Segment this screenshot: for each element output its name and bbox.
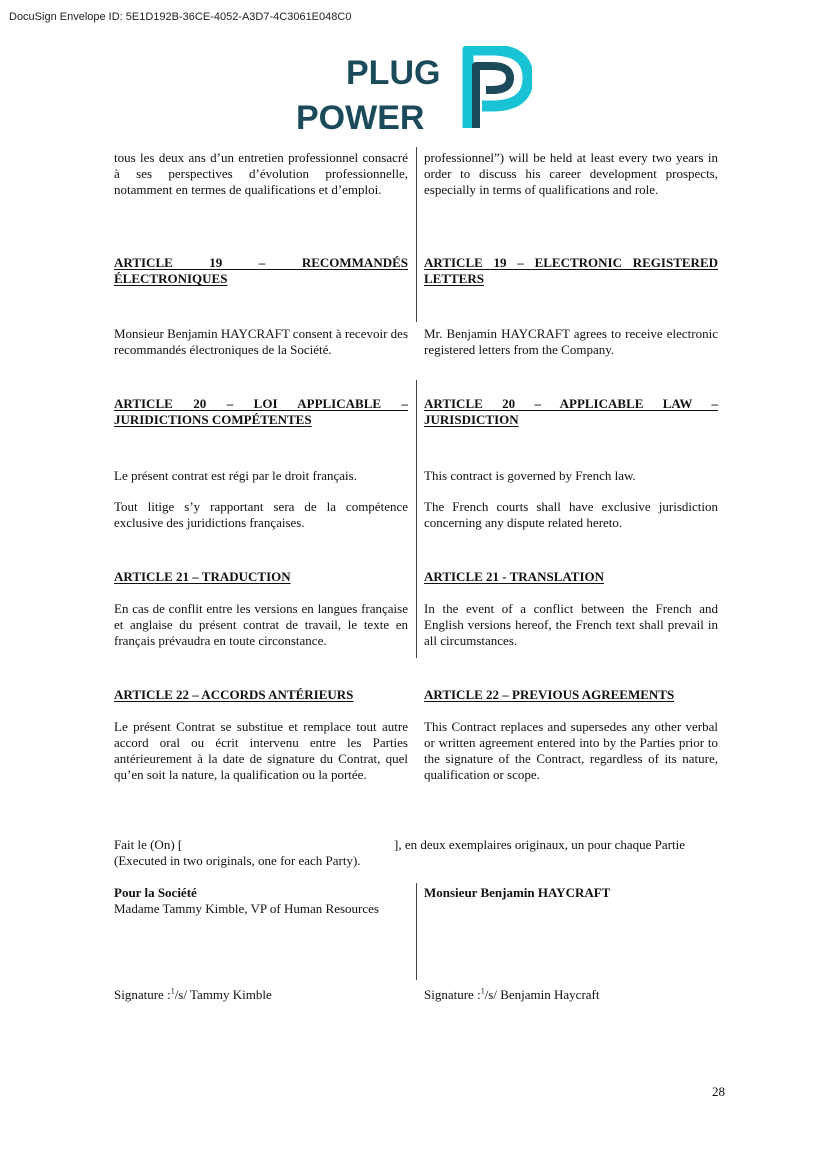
article-21-heading-fr: ARTICLE 21 – TRADUCTION [114,569,291,584]
article-19-heading-fr [114,255,408,287]
article-20-heading-en-line1: ARTICLE 20 – APPLICABLE LAW – [424,396,718,411]
plug-power-logo [296,46,532,132]
continued-paragraph-en: professionnel”) will be held at least every two years in order to discuss his career development prospects, especially in terms of qualifications and role. [424,150,718,197]
article-21-heading-en: ARTICLE 21 - TRANSLATION [424,569,605,584]
employee-signature [424,987,600,1003]
article-19-body-fr: Monsieur Benjamin HAYCRAFT consent à recevoir des recommandés électroniques de la Société. [114,326,408,357]
employee-label: Monsieur Benjamin HAYCRAFT [424,885,611,900]
signature-prefix: Signature : [424,987,481,1002]
article-22-heading-en: ARTICLE 22 – PREVIOUS AGREEMENTS [424,687,675,702]
company-signature [114,987,272,1003]
article-22-body-fr: Le présent Contrat se substitue et remplace tout autre accord oral ou écrit intervenu entre les Parties antérieurement à la date de signature du Contrat, quel qu’en soit la nature, la qualification ou la portée. [114,719,408,782]
article-20-heading-fr [114,396,408,428]
column-divider-middle [416,380,417,658]
article-21-body-fr: En cas de conflit entre les versions en langues française et anglaise du présent contrat de travail, le texte en français prévaudra en toute circonstance. [114,601,408,648]
article-20-body-en-1: This contract is governed by French law. [424,468,636,483]
column-divider-signatures [416,883,417,980]
logo-mark-icon [468,50,528,128]
made-at-suffix: ], en deux exemplaires originaux, un pour chaque Partie [394,837,685,852]
employee-signature-value: /s/ Benjamin Haycraft [484,987,600,1002]
made-at-prefix: Fait le (On) [ [114,837,183,852]
article-19-body-en: Mr. Benjamin HAYCRAFT agrees to receive electronic registered letters from the Company. [424,326,718,357]
article-20-heading-en [424,396,718,428]
article-19-heading-fr-line1: ARTICLE 19 – RECOMMANDÉS [114,255,408,270]
article-19-heading-en-line2: LETTERS [424,271,484,286]
article-22-heading-fr: ARTICLE 22 – ACCORDS ANTÉRIEURS [114,687,354,702]
article-20-body-fr-2: Tout litige s’y rapportant sera de la compétence exclusive des juridictions françaises. [114,499,408,530]
article-20-heading-fr-line2: JURIDICTIONS COMPÉTENTES [114,412,312,427]
article-19-heading-fr-line2: ÉLECTRONIQUES [114,271,228,286]
signature-footnote-mark: 1 [170,986,175,996]
article-19-heading-en [424,255,718,287]
article-22-body-en: This Contract replaces and supersedes any other verbal or written agreement entered into by the Parties prior to the signature of the Contract, regardless of its nature, qualification or scope. [424,719,718,782]
article-20-heading-fr-line1: ARTICLE 20 – LOI APPLICABLE – [114,396,408,411]
page-number: 28 [712,1084,725,1099]
article-21-body-en: In the event of a conflict between the French and English versions hereof, the French text shall prevail in all circumstances. [424,601,718,648]
article-20-heading-en-line2: JURISDICTION [424,412,519,427]
signature-footnote-mark: 1 [480,986,485,996]
logo-text-plug: PLUG [346,54,441,92]
company-signer: Madame Tammy Kimble, VP of Human Resources [114,901,379,916]
signature-prefix: Signature : [114,987,171,1002]
continued-paragraph-fr: tous les deux ans d’un entretien professionnel consacré à ses perspectives d’évolution professionnelle, notamment en termes de qualifications et d’emploi. [114,150,408,197]
article-19-heading-en-line1: ARTICLE 19 – ELECTRONIC REGISTERED [424,255,718,270]
company-label: Pour la Société [114,885,197,900]
company-signature-value: /s/ Tammy Kimble [174,987,272,1002]
article-20-body-en-2: The French courts shall have exclusive jurisdiction concerning any dispute related hereto. [424,499,718,530]
column-divider-top [416,147,417,322]
made-at-translation: (Executed in two originals, one for each Party). [114,853,361,868]
logo-text-power: POWER [296,99,425,132]
article-20-body-fr-1: Le présent contrat est régi par le droit français. [114,468,357,483]
envelope-id: DocuSign Envelope ID: 5E1D192B-36CE-4052-A3D7-4C3061E048C0 [9,11,352,23]
